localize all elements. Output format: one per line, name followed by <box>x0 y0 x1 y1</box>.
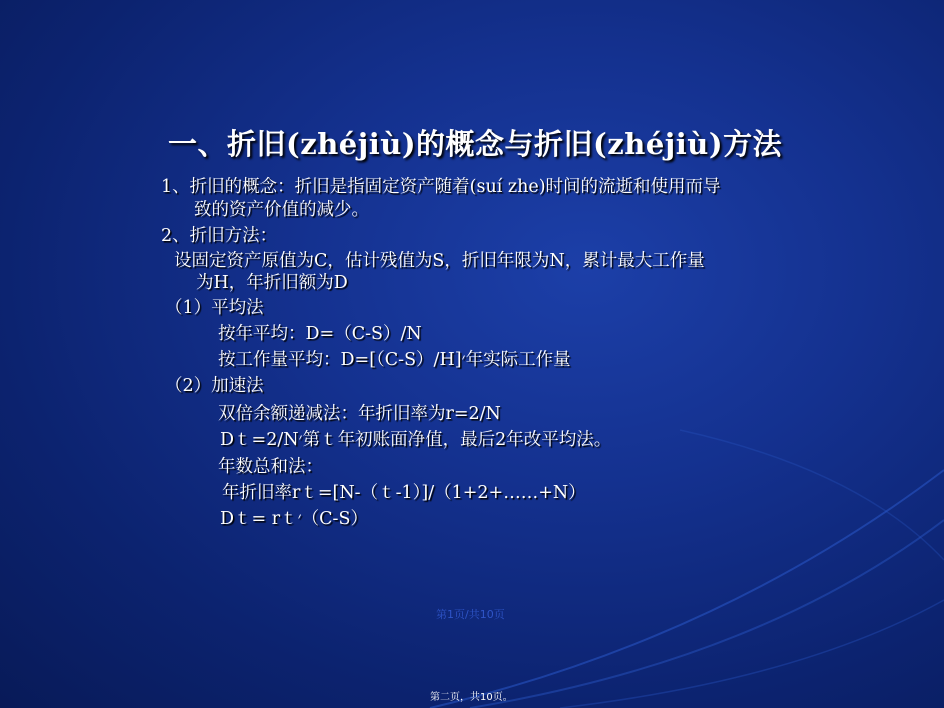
concept-line-1: 1、折旧的概念：折旧是指固定资产随着(suí zhe)时间的流逝和使用而导 <box>161 177 721 197</box>
page-indicator: 第1页/共10页 <box>436 608 505 621</box>
method-1-formula-a: 按年平均：D=（C-S）/N <box>218 324 422 344</box>
assumption-line-2: 为H，年折旧额为D <box>196 273 348 293</box>
slide-title: 一、折旧(zhéjiù)的概念与折旧(zhéjiù)方法 <box>168 127 783 161</box>
method-1-formula-b: 按工作量平均：D=[（C-S）/H]׳年实际工作量 <box>218 350 571 370</box>
method-2-formula-b: Dｔ=2/N׳第ｔ年初账面净值，最后2年改平均法。 <box>220 430 612 450</box>
method-2-formula-d: Dｔ= rｔ׳（C-S） <box>220 509 368 529</box>
method-1-heading: （1）平均法 <box>165 298 264 318</box>
method-2-formula-a: 双倍余额递减法：年折旧率为r=2/N <box>218 404 501 424</box>
concept-line-2: 致的资产价值的减少。 <box>194 200 369 220</box>
method-2-heading: （2）加速法 <box>165 376 264 396</box>
methods-heading: 2、折旧方法： <box>161 226 278 246</box>
assumption-line-1: 设固定资产原值为C，估计残值为S，折旧年限为N，累计最大工作量 <box>174 251 705 271</box>
method-2-sum-heading: 年数总和法： <box>218 457 323 477</box>
method-2-formula-c: 年折旧率rｔ=[N-（ｔ-1）]/（1+2+……+N） <box>222 483 586 503</box>
page-footer: 第二页，共10页。 <box>430 692 513 703</box>
